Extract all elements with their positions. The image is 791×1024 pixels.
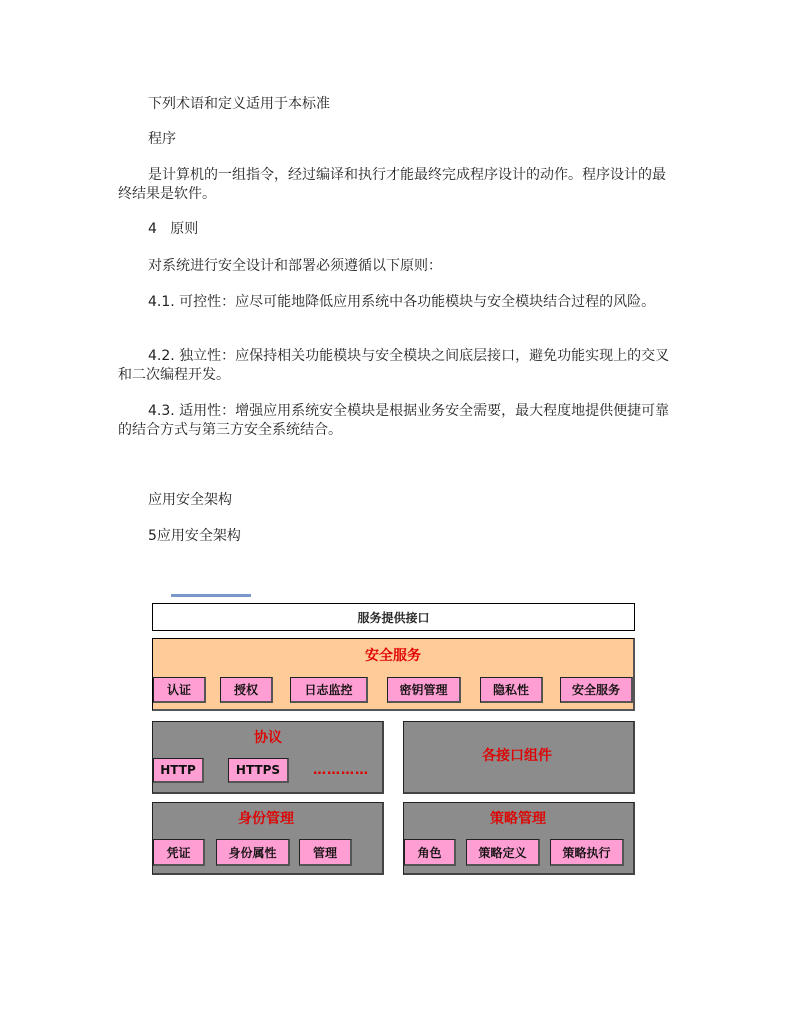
section-heading-principles: 4 原则 (148, 221, 199, 237)
role-box: 角色 (404, 839, 456, 866)
identity-management-title: 身份管理 (238, 811, 294, 827)
protocol-title: 协议 (254, 730, 282, 746)
principle-controllability: 4.1. 可控性：应尽可能地降低应用系统中各功能模块与安全模块结合过程的风险。 (148, 294, 656, 310)
interface-components-title: 各接口组件 (482, 748, 552, 764)
protocol-ellipsis: ………… (313, 763, 369, 778)
management-box: 管理 (299, 839, 352, 866)
paragraph-program-definition: 是计算机的一组指令，经过编译和执行才能最终完成程序设计的动作。程序设计的最终结果是软件。 (118, 167, 666, 202)
key-management-box: 密钥管理 (387, 677, 461, 703)
decorative-blue-line (171, 594, 251, 597)
paragraph-terms-intro: 下列术语和定义适用于本标准 (148, 96, 330, 112)
http-box: HTTP (153, 758, 204, 783)
security-service-box: 安全服务 (560, 677, 633, 703)
section-heading-5-app-security-architecture: 5应用安全架构 (148, 528, 241, 544)
authorization-box: 授权 (220, 677, 273, 703)
paragraph-principles-intro: 对系统进行安全设计和部署必须遵循以下原则： (148, 258, 442, 274)
auth-box: 认证 (153, 677, 206, 703)
security-service-title: 安全服务 (365, 648, 421, 664)
service-interface-label: 服务提供接口 (357, 610, 430, 625)
principle-independence: 4.2. 独立性：应保持相关功能模块与安全模块之间底层接口，避免功能实现上的交叉和二次编程开发。 (118, 348, 670, 383)
heading-app-security-architecture: 应用安全架构 (148, 492, 232, 508)
policy-definition-box: 策略定义 (466, 839, 540, 866)
policy-management-title: 策略管理 (490, 811, 546, 827)
identity-attribute-box: 身份属性 (216, 839, 290, 866)
term-heading-program: 程序 (148, 131, 176, 147)
service-interface-bar (152, 603, 635, 631)
policy-enforcement-box: 策略执行 (550, 839, 624, 866)
credential-box: 凭证 (153, 839, 205, 866)
log-monitor-box: 日志监控 (290, 677, 368, 703)
principle-applicability: 4.3. 适用性：增强应用系统安全模块是根据业务安全需要，最大程度地提供便捷可靠的结合方式与第三方安全系统结合。 (118, 403, 670, 438)
privacy-box: 隐私性 (480, 677, 543, 703)
https-box: HTTPS (228, 758, 289, 783)
